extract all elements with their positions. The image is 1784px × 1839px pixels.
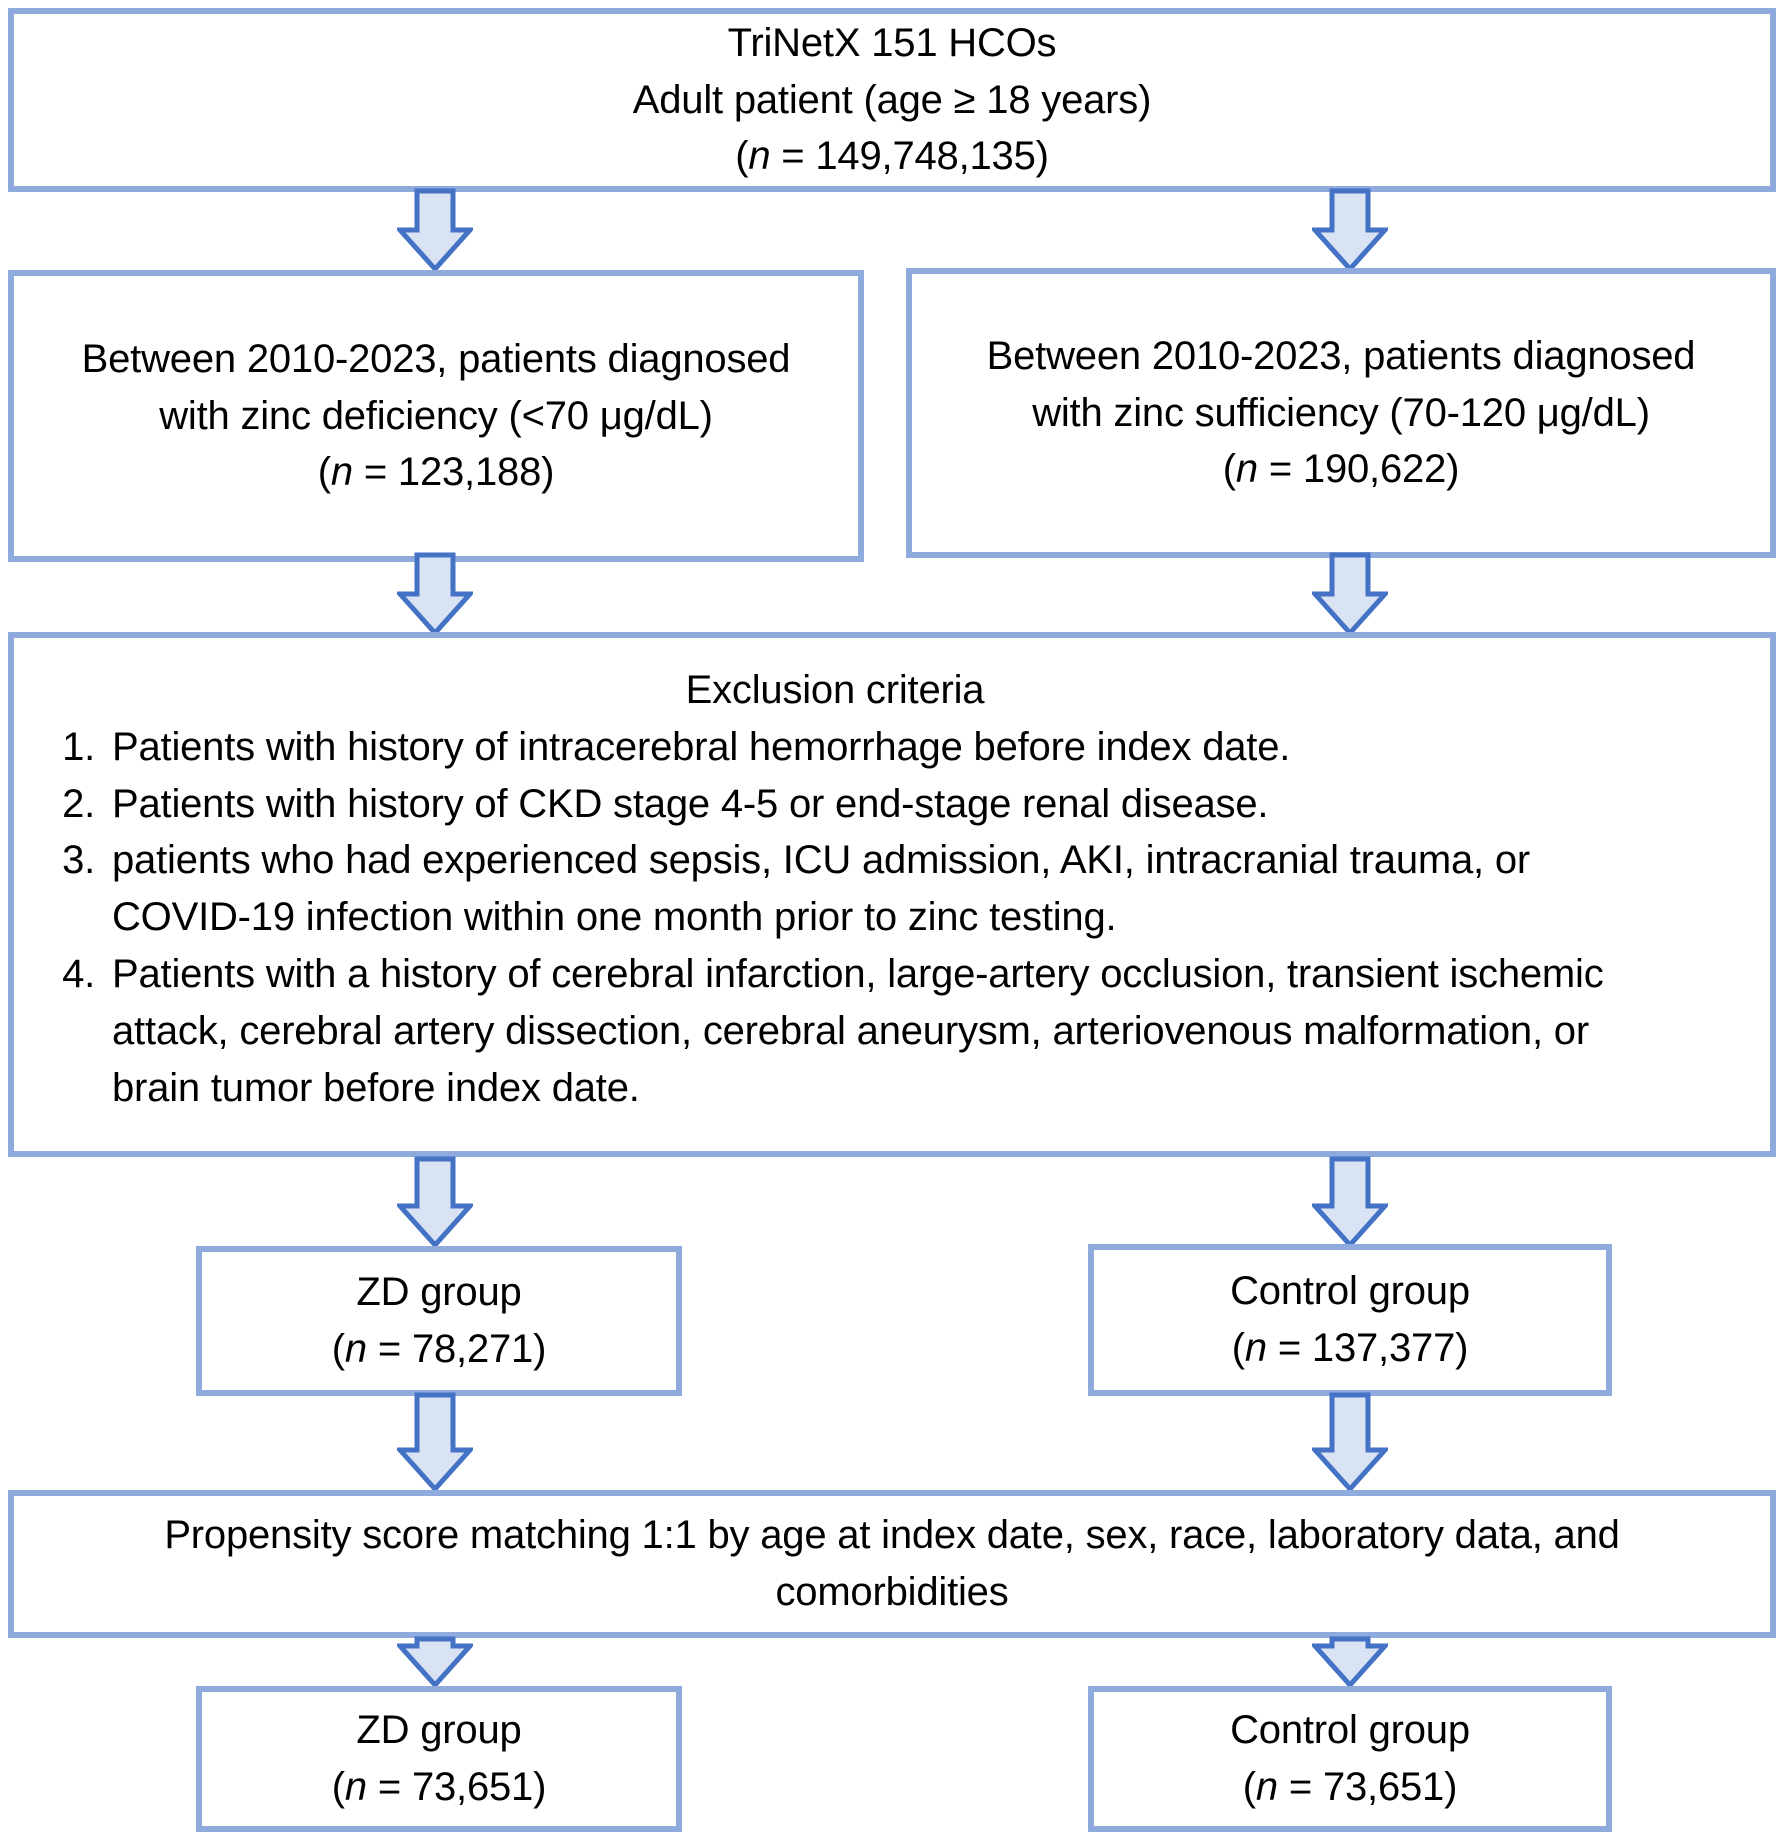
down-arrow: [1312, 1156, 1388, 1248]
control-group-final-box: [1088, 1686, 1612, 1832]
control-group-final-title: Control group: [1230, 1708, 1470, 1753]
propensity-text: Propensity score matching 1:1 by age at index date, sex, race, laboratory data, and comorbidities: [164, 1513, 1620, 1614]
down-arrow: [1312, 552, 1388, 636]
zinc-deficiency-box: [8, 270, 864, 562]
propensity-matching-box: [8, 1490, 1776, 1638]
zd-group-title: ZD group: [356, 1270, 522, 1315]
zd-group-final-box: [196, 1686, 682, 1832]
zinc-sufficiency-sample-size: (n = 190,622): [1222, 447, 1460, 492]
control-group-title: Control group: [1230, 1269, 1470, 1314]
down-arrow: [397, 1156, 473, 1248]
source-line-1: TriNetX 151 HCOs: [727, 20, 1057, 65]
exclusion-title: Exclusion criteria: [685, 668, 985, 712]
zinc-sufficiency-box: [906, 268, 1776, 558]
zd-group-final-sample-size: (n = 73,651): [331, 1765, 547, 1809]
exclusion-criteria-box: [8, 632, 1776, 1157]
exclusion-item: 1. Patients with history of intracerebral hemorrhage before index date.: [106, 719, 1640, 776]
down-arrow: [397, 1392, 473, 1492]
down-arrow: [397, 1636, 473, 1688]
exclusion-item: 2. Patients with history of CKD stage 4-5 or end-stage renal disease.: [106, 776, 1640, 833]
exclusion-list: [30, 719, 1640, 1117]
down-arrow: [1312, 1392, 1388, 1492]
down-arrow: [397, 552, 473, 636]
source-line-2: Adult patient (age ≥ 18 years): [632, 77, 1152, 122]
zd-group-final-title: ZD group: [356, 1708, 522, 1753]
control-group-box: [1088, 1244, 1612, 1396]
source-population-box: [8, 8, 1776, 192]
zinc-deficiency-sample-size: (n = 123,188): [317, 450, 555, 495]
down-arrow: [397, 188, 473, 272]
zd-group-box: [196, 1246, 682, 1396]
control-group-sample-size: (n = 137,377): [1231, 1326, 1469, 1370]
zinc-deficiency-text: Between 2010-2023, patients diagnosed with zinc deficiency (<70 μg/dL): [81, 336, 791, 438]
down-arrow: [1312, 188, 1388, 272]
down-arrow: [1312, 1636, 1388, 1688]
control-group-final-sample-size: (n = 73,651): [1242, 1765, 1458, 1809]
zd-group-sample-size: (n = 78,271): [331, 1327, 547, 1371]
source-sample-size: (n = 149,748,135): [735, 134, 1049, 179]
zinc-sufficiency-text: Between 2010-2023, patients diagnosed with zinc sufficiency (70-120 μg/dL): [986, 333, 1696, 435]
exclusion-item: 4. Patients with a history of cerebral infarction, large-artery occlusion, transient ischemic attack, cerebral artery dissection, cerebral aneurysm, arteriovenous malformation, or brain tumor before index date.: [106, 946, 1640, 1116]
exclusion-item: 3. patients who had experienced sepsis, ICU admission, AKI, intracranial trauma, or COVID-19 infection within one month prior to zinc testing.: [106, 832, 1640, 946]
